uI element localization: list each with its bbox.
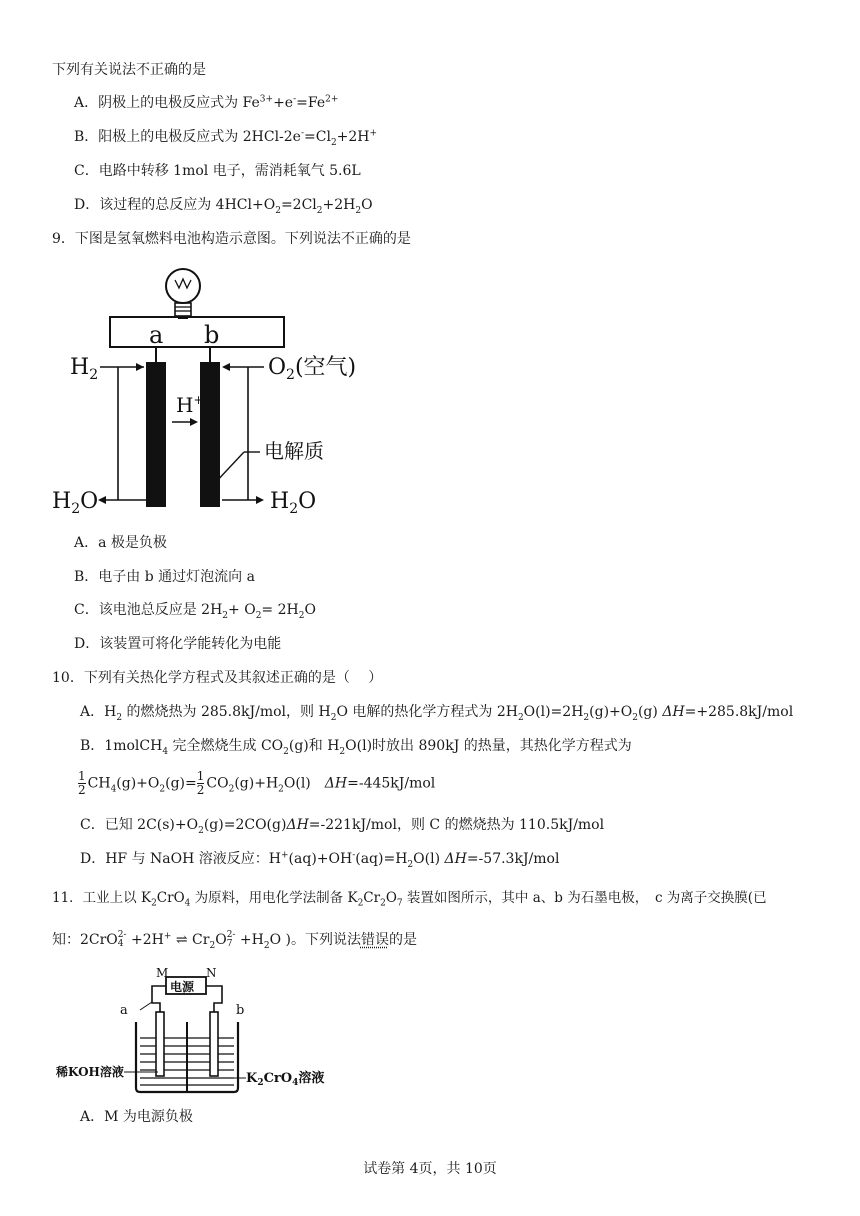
q11-l1-t6: 装置如图所示，其中 a、b 为石墨电极， c 为离子交换膜(已	[402, 890, 767, 906]
q9-c-sub1: 2	[222, 610, 229, 621]
electrode-a-label-11: a	[120, 1003, 128, 1018]
q10-stem: 10．下列有关热化学方程式及其叙述正确的是（ ）	[52, 670, 383, 686]
q8-a-mid: +e	[273, 95, 294, 111]
q11-emphasis: 错误	[360, 932, 389, 948]
q10-option-b-equation	[78, 770, 435, 797]
q10-a-s1: 2	[116, 712, 123, 723]
bulb-icon	[166, 269, 200, 318]
q11-l2-sub1: 4	[117, 939, 124, 949]
frac1-den: 2	[78, 783, 86, 797]
proton-label: H+	[176, 393, 204, 417]
electrode-b-label: b	[204, 321, 220, 349]
q10-b2-t6: O(l)	[283, 775, 325, 792]
chromate-charge	[118, 931, 127, 949]
q8-d-sub3: 2	[355, 205, 362, 216]
q10-option-b[interactable]	[80, 736, 632, 756]
q10-c-s1: 2	[198, 825, 204, 836]
q8-d-sub1: 2	[275, 205, 281, 216]
q11-stem-line2	[52, 930, 417, 950]
electrolysis-diagram	[56, 966, 336, 1098]
q10-b-t2: 完全燃烧生成 CO	[168, 738, 284, 754]
q8-a-mid2: =Fe	[296, 95, 326, 111]
q10-d-s1: +	[281, 850, 289, 861]
q10-c-t1: C．已知 2C(s)+O	[80, 817, 199, 833]
q9-c-mid: + O	[228, 602, 256, 618]
q10-a-s2: 2	[330, 712, 337, 723]
q8-d-tail: O	[361, 197, 373, 213]
q11-l2-sub4: 2	[263, 940, 270, 951]
q11-l1-s3: 2	[357, 898, 364, 909]
q9-option-d[interactable]: D．该装置可将化学能转化为电能	[74, 636, 282, 652]
q11-stem-line1	[52, 888, 767, 908]
half-fraction-1	[78, 770, 86, 797]
q10-b2-t3: (g)=	[165, 775, 197, 792]
q11-l2-t1: 知：2CrO	[52, 932, 118, 948]
q10-d-dh: ΔH	[444, 851, 467, 867]
fuel-cell-diagram	[48, 262, 368, 520]
q10-d-t3: (aq)=H	[355, 851, 408, 867]
q11-l1-t1: 11．工业上以 K	[52, 890, 152, 906]
q10-a-t7: =+285.8kJ/mol	[684, 704, 794, 720]
q10-b2-t2: (g)+O	[116, 775, 160, 792]
q9-option-b[interactable]: B．电子由 b 通过灯泡流向 a	[74, 569, 255, 585]
q10-b-s3: 2	[339, 746, 346, 757]
q11-l2-t7: 的是	[388, 932, 417, 948]
q10-option-a[interactable]	[80, 702, 793, 722]
q10-b2-t7: =-445kJ/mol	[347, 775, 436, 792]
electrode-b-graphite	[210, 1012, 218, 1076]
frac1-num: 1	[78, 769, 86, 783]
q10-option-d[interactable]	[80, 849, 559, 869]
water-outlet-left-label: $H_2O$	[52, 489, 99, 517]
q11-l1-s1: 2	[151, 898, 157, 909]
q8-b-text: B．阳极上的电极反应式为 2HCl-2e	[74, 129, 301, 145]
q11-l1-t5: O	[385, 890, 397, 906]
q8-a-sup2: -	[293, 94, 297, 105]
q10-option-c[interactable]	[80, 815, 604, 835]
q10-a-s4: 2	[583, 712, 590, 723]
frac2-num: 1	[196, 769, 205, 783]
q8-option-c[interactable]: C．电路中转移 1mol 电子，需消耗氧气 5.6L	[74, 163, 361, 179]
q10-d-s3: 2	[407, 859, 414, 870]
equilibrium-arrow-icon: ⇌	[175, 932, 188, 948]
q11-l1-t3: 为原料，用电化学法制备 K	[190, 890, 358, 906]
q10-a-t2: 的燃烧热为 285.8kJ/mol，则 H	[122, 704, 331, 720]
q8-option-b[interactable]	[74, 127, 377, 147]
q11-l2-sup1: 2-	[117, 930, 127, 940]
q10-b2-t1: CH	[87, 775, 111, 792]
q11-l2-t3: Cr	[187, 932, 210, 948]
q9-option-a[interactable]: A．a 极是负极	[74, 535, 167, 551]
power-supply-label: 电源	[170, 980, 195, 994]
q10-b2-s3: 2	[228, 784, 235, 795]
q10-a-s5: 2	[632, 712, 638, 723]
terminal-m-label: M	[156, 966, 169, 980]
q8-a-text: A．阴极上的电极反应式为 Fe	[74, 95, 260, 111]
frac2-den: 2	[196, 783, 205, 797]
q11-l1-s2: 4	[184, 898, 191, 909]
q10-a-t6: (g)	[637, 704, 663, 720]
q11-l2-sup2: +	[163, 931, 172, 942]
q8-option-a[interactable]	[74, 93, 338, 113]
q10-c-t2: (g)=2CO(g)	[203, 817, 287, 833]
q9-c-sub3: 2	[298, 610, 305, 621]
q8-b-sup1: -	[300, 128, 305, 139]
q9-option-c[interactable]	[74, 600, 316, 620]
left-solution-label: 稀KOH溶液	[56, 1065, 124, 1079]
q8-b-tail: +2H	[336, 129, 370, 145]
electrolyte-label: 电解质	[264, 439, 324, 463]
q10-d-t4: O(l)	[413, 851, 445, 867]
q10-c-dh: ΔH	[286, 817, 309, 833]
q8-b-mid: =Cl	[304, 129, 331, 145]
q10-a-t5: (g)+O	[589, 704, 633, 720]
q10-b2-t5: (g)+H	[234, 775, 279, 792]
electrode-a-label: a	[149, 321, 164, 349]
q10-a-t3: O 电解的热化学方程式为 2H	[336, 704, 518, 720]
q8-d-mid: =2Cl	[280, 197, 317, 213]
q10-b2-s1: 4	[110, 784, 117, 795]
water-outlet-right-label: $H_2O$	[270, 489, 317, 517]
q8-b-sup2: +	[369, 128, 378, 139]
h2-inlet-label: $H_2$	[70, 355, 99, 383]
page-footer: 试卷第 4页，共 10页	[363, 1161, 497, 1177]
q10-b-t3: (g)和 H	[288, 738, 340, 754]
q10-d-t1: D．HF 与 NaOH 溶液反应：H	[80, 851, 281, 867]
terminal-n-label: N	[206, 966, 217, 980]
q10-b2-s4: 2	[278, 784, 284, 795]
q10-c-t3: =-221kJ/mol，则 C 的燃烧热为 110.5kJ/mol	[308, 817, 605, 833]
half-fraction-2	[197, 770, 205, 797]
q11-l1-s4: 2	[380, 898, 386, 909]
q11-l1-t4: Cr	[363, 890, 381, 906]
q11-l2-t4: O	[215, 932, 227, 948]
q8-d-sub2: 2	[316, 205, 323, 216]
q10-a-t1: A．H	[80, 704, 117, 720]
q9-c-mid2: = 2H	[261, 602, 299, 618]
q11-l1-s5: 7	[396, 898, 403, 909]
q8-b-sub1: 2	[330, 137, 337, 148]
q11-l2-t5: +H	[235, 932, 264, 948]
q8-option-d[interactable]	[74, 195, 373, 215]
q11-l2-t6: O )。下列说法	[269, 932, 361, 948]
q10-d-t5: =-57.3kJ/mol	[466, 851, 560, 867]
external-circuit	[110, 317, 284, 347]
q9-c-text: C．该电池总反应是 2H	[74, 602, 223, 618]
q10-b2-dh: ΔH	[324, 775, 348, 792]
q8-a-sup3: 2+	[325, 94, 339, 105]
electrode-a	[146, 362, 166, 507]
q10-a-t4: O(l)=2H	[523, 704, 584, 720]
q10-b-t4: O(l)时放出 890kJ 的热量，其热化学方程式为	[345, 738, 632, 754]
q10-b2-t4: CO	[206, 775, 229, 792]
q10-d-s2: -	[352, 850, 356, 861]
q9-stem: 9．下图是氢氧燃料电池构造示意图。下列说法不正确的是	[52, 231, 411, 247]
q10-d-t2: (aq)+OH	[288, 851, 353, 867]
q8-d-text: D．该过程的总反应为 4HCl+O	[74, 197, 276, 213]
q10-b2-s2: 2	[159, 784, 166, 795]
q9-c-tail: O	[304, 602, 316, 618]
q11-option-a[interactable]: A．M 为电源负极	[80, 1109, 193, 1125]
q8-d-mid2: +2H	[322, 197, 356, 213]
electrode-b-label-11: b	[236, 1003, 245, 1018]
q10-a-dh: ΔH	[662, 704, 685, 720]
q11-l2-t2: +2H	[126, 932, 164, 948]
q10-a-s3: 2	[517, 712, 524, 723]
right-solution-label: $K_2CrO_4$溶液	[246, 1071, 325, 1088]
electrode-a-graphite	[156, 1012, 164, 1076]
q11-l2-sub3: 7	[226, 939, 233, 949]
o2-inlet-label: $O_2$(空气)	[268, 355, 357, 383]
q10-b-s1: 4	[162, 746, 169, 757]
q9-c-sub2: 2	[255, 610, 262, 621]
electrode-b	[200, 362, 220, 507]
q11-l2-sup3: 2-	[226, 930, 236, 940]
q10-b-s2: 2	[283, 746, 289, 757]
q11-l2-sub2: 2	[209, 940, 216, 951]
q10-b-t1: B．1molCH	[80, 738, 163, 754]
q11-l1-t2: CrO	[156, 890, 185, 906]
q8-a-sup1: 3+	[259, 94, 274, 105]
q8-stem: 下列有关说法不正确的是	[52, 62, 206, 78]
